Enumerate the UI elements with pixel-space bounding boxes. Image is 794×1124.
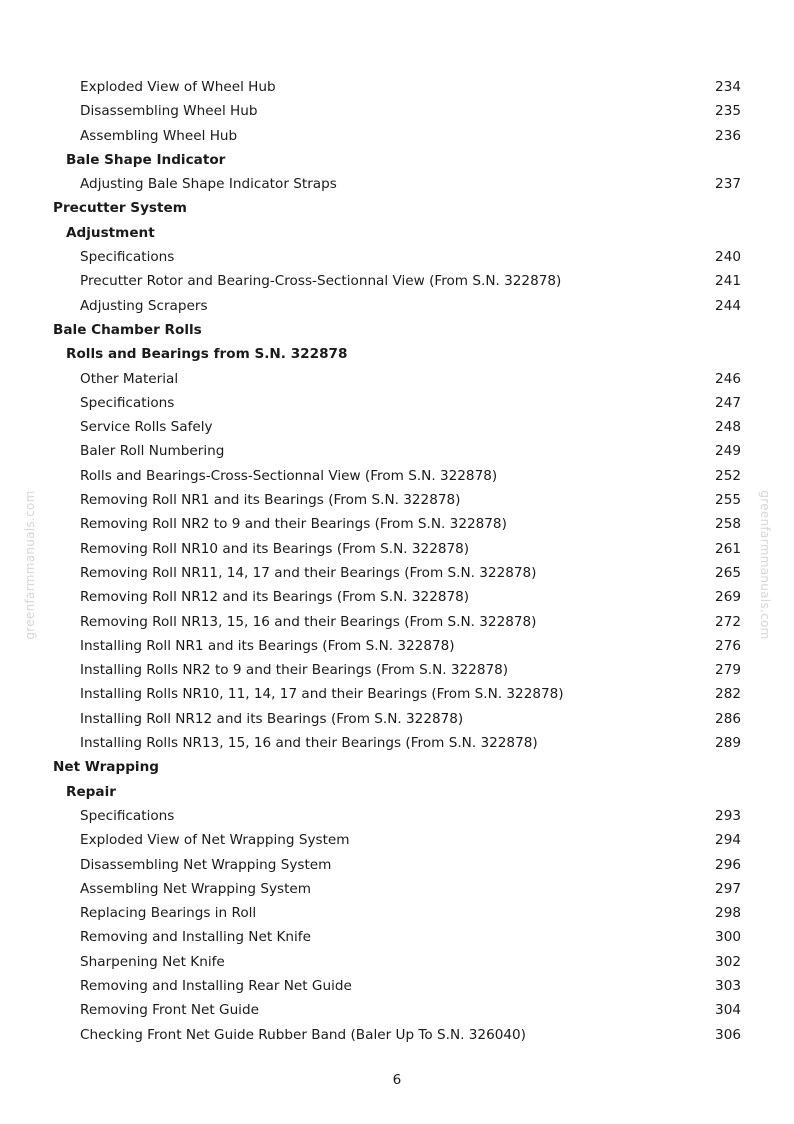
toc-entry[interactable] xyxy=(0,950,794,974)
toc-entry-title: Bale Chamber Rolls xyxy=(53,321,202,338)
toc-entry-title: Service Rolls Safely xyxy=(80,419,213,436)
toc-entry-page: 300 xyxy=(715,929,741,946)
toc-entry-title: Assembling Wheel Hub xyxy=(80,127,238,144)
toc-entry-title: Removing Front Net Guide xyxy=(80,1002,259,1019)
toc-entry[interactable] xyxy=(0,901,794,925)
toc-entry-page: 258 xyxy=(715,516,741,533)
toc-entry[interactable] xyxy=(0,804,794,828)
toc-entry[interactable] xyxy=(0,731,794,755)
toc-entry-page: 252 xyxy=(715,467,741,484)
toc-entry-title: Net Wrapping xyxy=(53,759,159,776)
toc-entry[interactable] xyxy=(0,877,794,901)
toc-entry-title: Specifications xyxy=(80,394,175,411)
toc-entry-title: Removing Roll NR13, 15, 16 and their Bearings (From S.N. 322878) xyxy=(80,613,537,630)
toc-section-heading[interactable] xyxy=(0,196,794,220)
toc-entry-page: 247 xyxy=(715,394,741,411)
toc-entry-page: 261 xyxy=(715,540,741,557)
toc-entry-page: 282 xyxy=(715,686,741,703)
toc-entry[interactable] xyxy=(0,1023,794,1047)
toc-entry-page: 234 xyxy=(715,79,741,95)
toc-entry[interactable] xyxy=(0,75,794,99)
toc-entry-title: Removing and Installing Net Knife xyxy=(80,929,311,946)
toc-entry-title: Rolls and Bearings-Cross-Sectionnal View (From S.N. 322878) xyxy=(80,467,498,484)
toc-entry-title: Repair xyxy=(66,783,116,800)
toc-entry-title: Other Material xyxy=(80,370,179,387)
toc-entry-title: Disassembling Net Wrapping System xyxy=(80,856,332,873)
toc-entry-page: 276 xyxy=(715,637,741,654)
toc-entry[interactable] xyxy=(0,124,794,148)
toc-entry-title: Rolls and Bearings from S.N. 322878 xyxy=(66,346,348,363)
toc-entry-page: 240 xyxy=(715,249,741,266)
toc-entry-page: 255 xyxy=(715,492,741,509)
toc-entry-page: 293 xyxy=(715,807,741,824)
toc-entry[interactable] xyxy=(0,561,794,585)
toc-entry[interactable] xyxy=(0,488,794,512)
toc-entry-title: Exploded View of Net Wrapping System xyxy=(80,832,350,849)
toc-entry-title: Removing Roll NR1 and its Bearings (From S.N. 322878) xyxy=(80,492,461,509)
toc-entry-page: 297 xyxy=(715,880,741,897)
toc-entry[interactable] xyxy=(0,974,794,998)
toc-entry[interactable] xyxy=(0,245,794,269)
toc-entry-title: Removing Roll NR11, 14, 17 and their Bearings (From S.N. 322878) xyxy=(80,564,537,581)
toc-entry-title: Sharpening Net Knife xyxy=(80,953,225,970)
toc-entry-title: Installing Rolls NR2 to 9 and their Bearings (From S.N. 322878) xyxy=(80,662,509,679)
toc-entry-title: Removing and Installing Rear Net Guide xyxy=(80,977,352,994)
toc-entry-title: Baler Roll Numbering xyxy=(80,443,225,460)
toc-entry[interactable] xyxy=(0,925,794,949)
toc-subsection-heading[interactable] xyxy=(0,148,794,172)
toc-entry-title: Checking Front Net Guide Rubber Band (Baler Up To S.N. 326040) xyxy=(80,1026,526,1043)
toc-entry-title: Precutter Rotor and Bearing-Cross-Sectionnal View (From S.N. 322878) xyxy=(80,273,562,290)
toc-entry-title: Installing Rolls NR10, 11, 14, 17 and their Bearings (From S.N. 322878) xyxy=(80,686,564,703)
toc-entry[interactable] xyxy=(0,391,794,415)
toc-entry-page: 246 xyxy=(715,370,741,387)
toc-entry-page: 304 xyxy=(715,1002,741,1019)
toc-entry[interactable] xyxy=(0,853,794,877)
toc-entry-page: 241 xyxy=(715,273,741,290)
toc-entry-page: 269 xyxy=(715,589,741,606)
watermark-left: greenfarmmanuals.com xyxy=(23,490,37,640)
toc-entry[interactable] xyxy=(0,512,794,536)
toc-entry-title: Adjustment xyxy=(66,224,155,241)
toc-entry[interactable] xyxy=(0,610,794,634)
toc-entry-page: 237 xyxy=(715,176,741,193)
toc-entry-title: Assembling Net Wrapping System xyxy=(80,880,312,897)
toc-entry-title: Specifications xyxy=(80,249,175,266)
toc-entry-page: 279 xyxy=(715,662,741,679)
toc-entry-page: 294 xyxy=(715,832,741,849)
toc-entry-page: 248 xyxy=(715,419,741,436)
toc-entry-title: Bale Shape Indicator xyxy=(66,151,226,168)
toc-entry-title: Removing Roll NR10 and its Bearings (From S.N. 322878) xyxy=(80,540,470,557)
toc-entry-title: Installing Roll NR1 and its Bearings (From S.N. 322878) xyxy=(80,637,455,654)
toc-entry-title: Removing Roll NR2 to 9 and their Bearings (From S.N. 322878) xyxy=(80,516,507,533)
watermark-right: greenfarmmanuals.com xyxy=(758,490,772,640)
toc-entry-page: 236 xyxy=(715,127,741,144)
toc-entry[interactable] xyxy=(0,585,794,609)
toc-entry-page: 244 xyxy=(715,297,741,314)
toc-entry-title: Precutter System xyxy=(53,200,187,217)
toc-entry[interactable] xyxy=(0,415,794,439)
toc-entry-page: 289 xyxy=(715,735,741,752)
toc-entry[interactable] xyxy=(0,294,794,318)
toc-entry[interactable] xyxy=(0,269,794,293)
toc-entry-title: Specifications xyxy=(80,807,175,824)
toc-entry-title: Disassembling Wheel Hub xyxy=(80,103,258,120)
toc-entry[interactable] xyxy=(0,828,794,852)
toc-subsection-heading[interactable] xyxy=(0,780,794,804)
toc-entry-title: Installing Rolls NR13, 15, 16 and their Bearings (From S.N. 322878) xyxy=(80,735,538,752)
toc-entry[interactable] xyxy=(0,367,794,391)
toc-entry-page: 302 xyxy=(715,953,741,970)
toc-section-heading[interactable] xyxy=(0,755,794,779)
toc-entry-title: Adjusting Bale Shape Indicator Straps xyxy=(80,176,337,193)
toc-entry-title: Exploded View of Wheel Hub xyxy=(80,79,276,95)
toc-entry[interactable] xyxy=(0,464,794,488)
toc-section-heading[interactable] xyxy=(0,318,794,342)
toc-entry-page: 296 xyxy=(715,856,741,873)
toc-entry-title: Removing Roll NR12 and its Bearings (From S.N. 322878) xyxy=(80,589,470,606)
toc-entry-title: Replacing Bearings in Roll xyxy=(80,905,257,922)
toc-entry-page: 286 xyxy=(715,710,741,727)
toc-entry-page: 306 xyxy=(715,1026,741,1043)
toc-entry-page: 298 xyxy=(715,905,741,922)
toc-entry-page: 303 xyxy=(715,977,741,994)
toc-entry-page: 272 xyxy=(715,613,741,630)
toc-entry[interactable] xyxy=(0,998,794,1022)
toc-entry[interactable] xyxy=(0,99,794,123)
toc-subsection-heading[interactable] xyxy=(0,221,794,245)
toc-entry-page: 249 xyxy=(715,443,741,460)
toc-entry[interactable] xyxy=(0,707,794,731)
toc-entry-page: 265 xyxy=(715,564,741,581)
page-number: 6 xyxy=(392,1072,402,1088)
toc-entry[interactable] xyxy=(0,439,794,463)
toc-entry-title: Installing Roll NR12 and its Bearings (From S.N. 322878) xyxy=(80,710,464,727)
toc-entry[interactable] xyxy=(0,537,794,561)
toc-entry[interactable] xyxy=(0,172,794,196)
toc-subsection-heading[interactable] xyxy=(0,342,794,366)
table-of-contents xyxy=(0,75,794,1047)
toc-entry[interactable] xyxy=(0,682,794,706)
toc-entry-page: 235 xyxy=(715,103,741,120)
toc-entry[interactable] xyxy=(0,634,794,658)
toc-entry-title: Adjusting Scrapers xyxy=(80,297,208,314)
toc-entry[interactable] xyxy=(0,658,794,682)
